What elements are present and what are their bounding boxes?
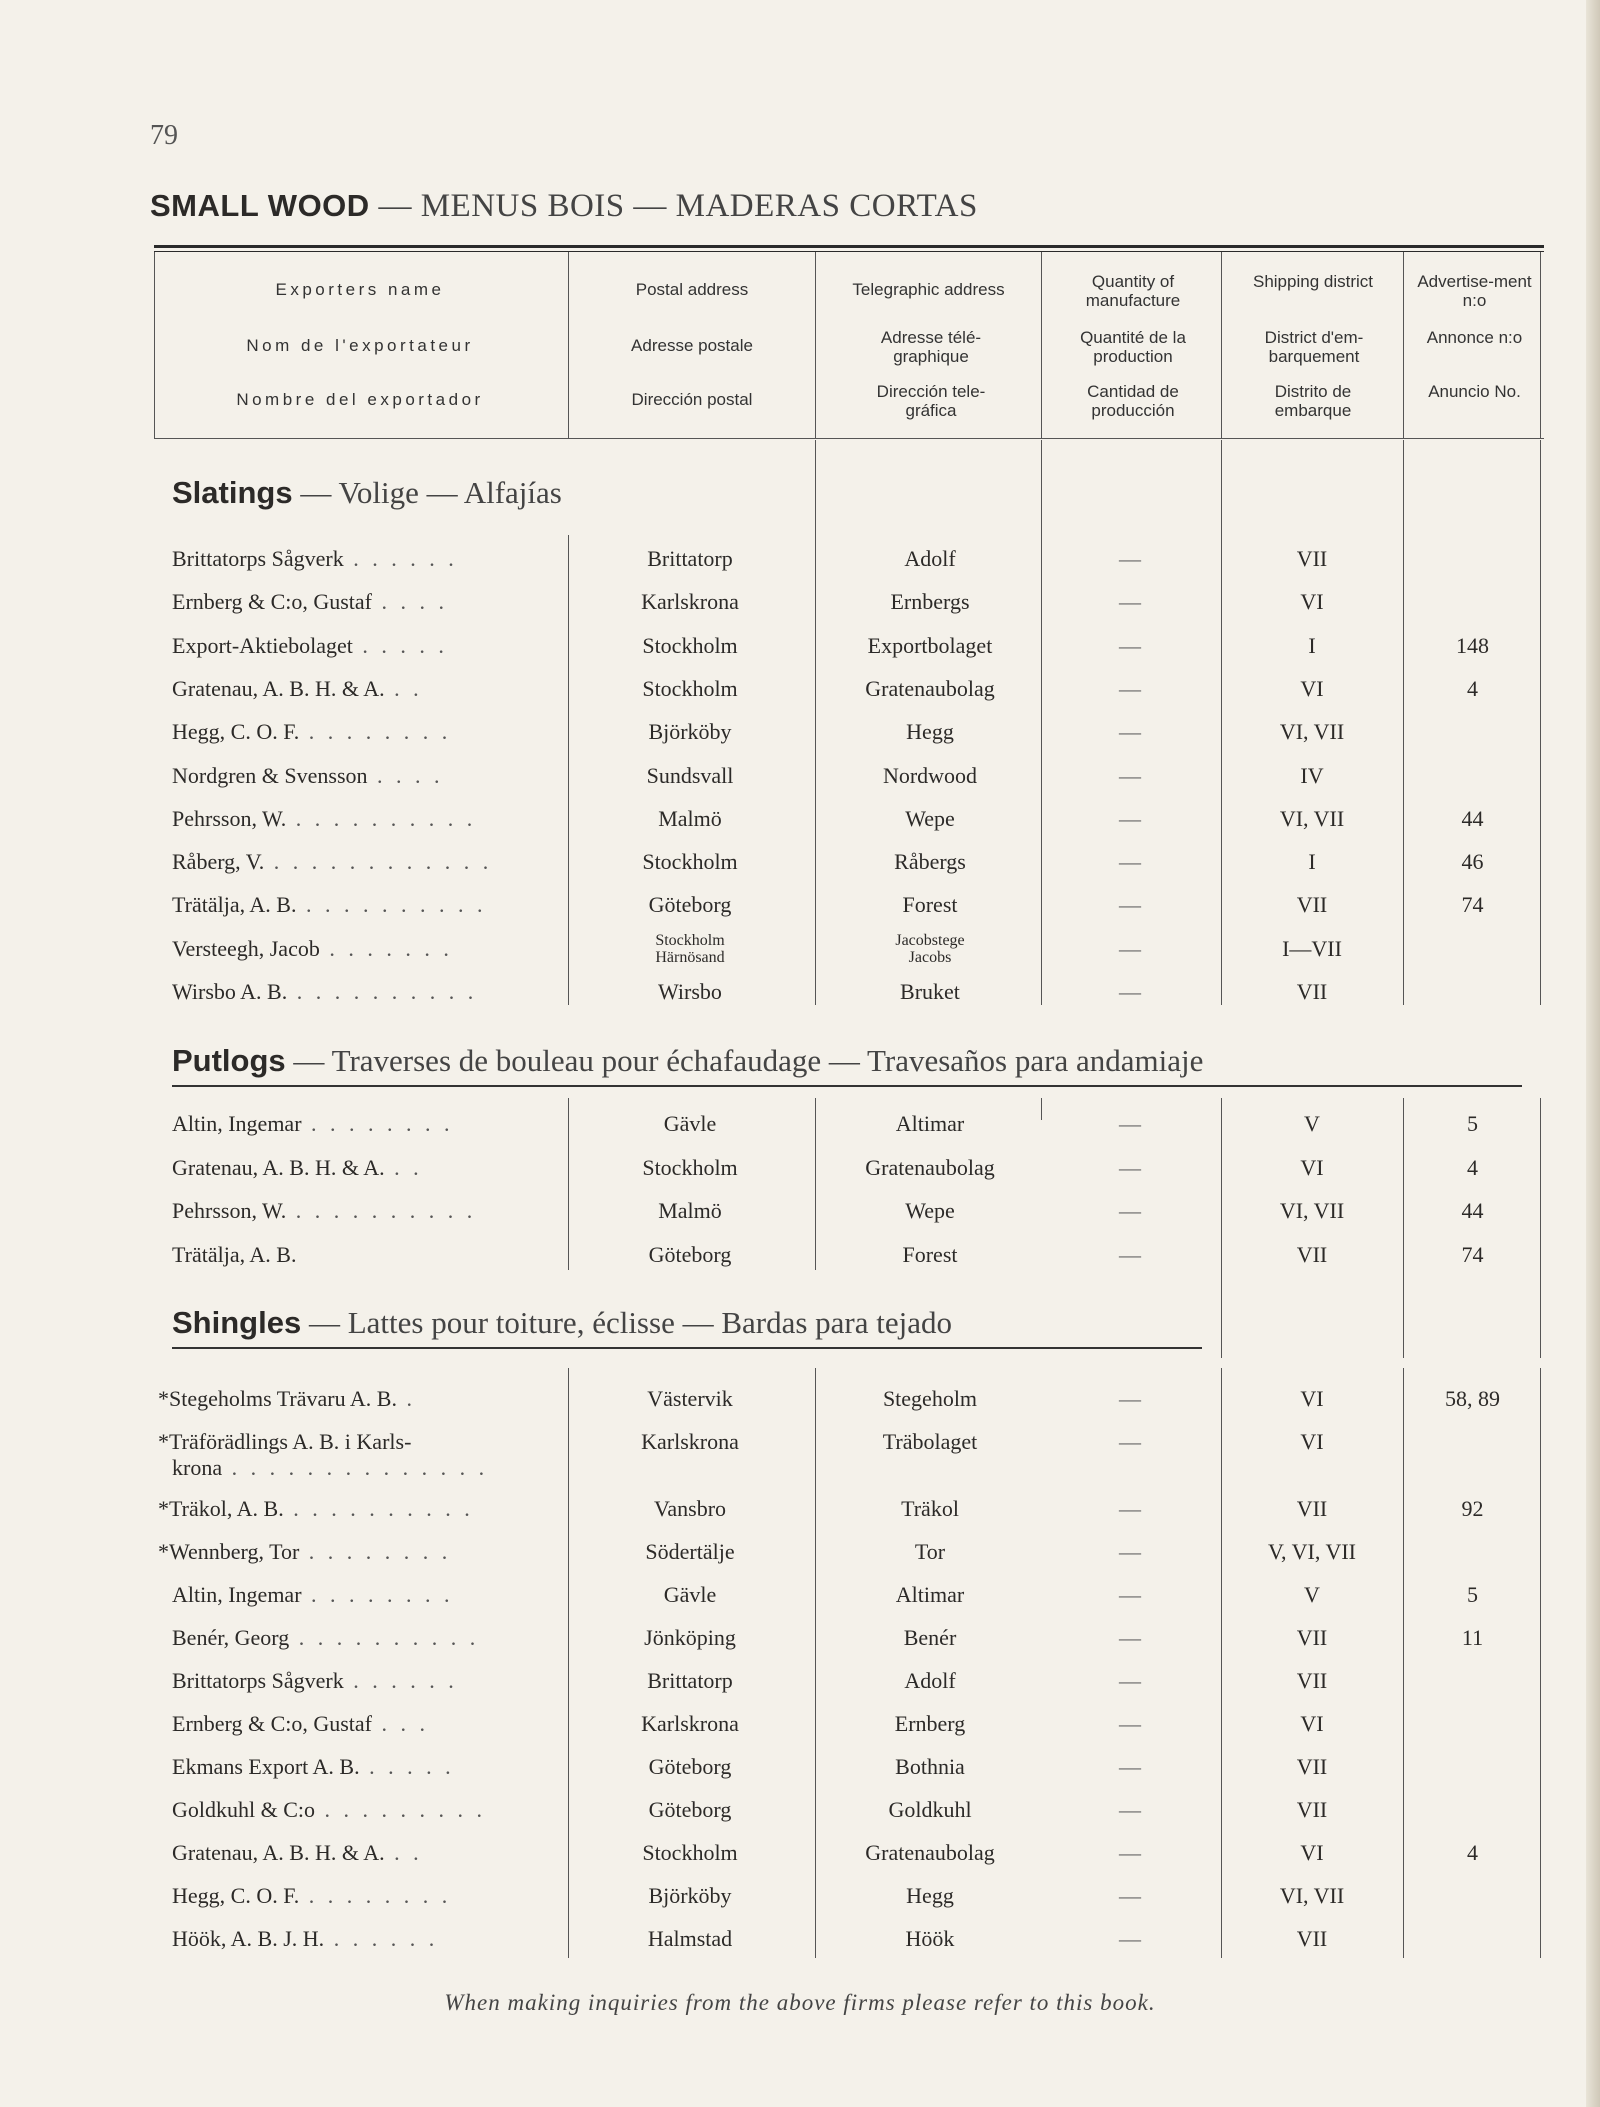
advertisement-number: 4 [1467, 1154, 1478, 1180]
postal-address-2: Härnösand [655, 948, 725, 966]
shipping-district: VII [1296, 1667, 1328, 1693]
header-tele-es: Dirección tele-gráfica [876, 382, 986, 420]
postal-address: Wirsbo [658, 979, 722, 1004]
header-tele-fr: Adresse télé-graphique [880, 328, 982, 366]
table-row [0, 1234, 1600, 1274]
exporter-name-text: Altin, Ingemar [172, 1111, 302, 1136]
leader-dots: . . . . . . . . . . [296, 892, 487, 918]
leader-dots: . . [384, 1839, 423, 1865]
section-title-rest: — Lattes pour toiture, éclisse — Bardas para tejado [301, 1305, 952, 1340]
footer-note: When making inquiries from the above firms please refer to this book. [444, 1990, 1156, 2015]
section-title-bold: Shingles [172, 1305, 302, 1340]
advertisement-number: 11 [1461, 1624, 1484, 1650]
leader-dots: . . . . . . . . . . [289, 1624, 480, 1650]
postal-address: Södertälje [645, 1538, 735, 1564]
quantity: — [1119, 805, 1141, 831]
table-row [0, 711, 1600, 751]
telegraphic-address: Träbolaget [882, 1429, 978, 1454]
quantity: — [1119, 1241, 1141, 1267]
exporter-name [158, 1539, 548, 1565]
advertisement-number: 92 [1461, 1495, 1484, 1521]
page-number: 79 [150, 120, 178, 151]
table-row [0, 928, 1600, 968]
shipping-district: VII [1296, 1624, 1328, 1650]
header-qty-fr: Quantité de la production [1080, 328, 1186, 366]
shipping-district: V [1304, 1581, 1320, 1607]
postal-address: Karlskrona [641, 1429, 739, 1454]
leader-dots: . . . . [372, 589, 449, 615]
section-rule [172, 1085, 1522, 1087]
leader-dots: . . . . . . . . [299, 719, 452, 745]
quantity: — [1119, 1753, 1141, 1779]
postal-address: Brittatorp [647, 546, 733, 571]
shipping-district: VI [1300, 1839, 1324, 1865]
telegraphic-address: Wepe [905, 805, 955, 831]
shipping-district: VII [1296, 1796, 1328, 1822]
shipping-district: I—VII [1282, 935, 1342, 961]
section-title [172, 1305, 952, 1341]
table-row [0, 1617, 1600, 1657]
postal-address: Gävle [663, 1111, 717, 1136]
shipping-district: VI, VII [1279, 719, 1345, 745]
exporter-name [172, 1797, 562, 1823]
exporter-name [172, 1155, 562, 1181]
section-title-rest: — Traverses de bouleau pour échafaudage — Travesaños para andamiaje [285, 1043, 1204, 1078]
exporter-name-text: Brittatorps Sågverk [172, 1667, 344, 1693]
header-exporter-en: Exporters name [275, 280, 445, 299]
postal-address: Jönköping [644, 1624, 736, 1650]
header-ship-fr: District d'em-barquement [1264, 328, 1364, 366]
quantity: — [1119, 1386, 1141, 1411]
shipping-district: VI [1300, 675, 1324, 701]
table-row [0, 884, 1600, 924]
exporter-name-text: Trätälja, A. B. [172, 892, 297, 918]
header-ship-en: Shipping district [1252, 272, 1373, 291]
shipping-district: VII [1296, 546, 1328, 571]
advertisement-number: 58, 89 [1445, 1386, 1500, 1411]
leader-dots: . . . . . . . . . . . . . . [222, 1455, 489, 1480]
shipping-district: VII [1296, 1925, 1328, 1951]
shipping-district: V [1304, 1111, 1320, 1136]
exporter-name-text: Gratenau, A. B. H. & A. [172, 1839, 385, 1865]
section-title [172, 475, 562, 511]
col-divider [1540, 252, 1541, 438]
header-qty-en: Quantity of manufacture [1085, 272, 1181, 310]
quantity: — [1119, 1581, 1141, 1607]
header-tele-en: Telegraphic address [852, 280, 1005, 299]
telegraphic-address: Gratenaubolag [865, 1839, 995, 1865]
telegraphic-address: Exportbolaget [867, 632, 993, 658]
exporter-name-text: Benér, Georg [172, 1624, 290, 1650]
postal-address: Brittatorp [647, 1667, 733, 1693]
postal-address: Halmstad [647, 1925, 733, 1951]
telegraphic-address [815, 932, 1045, 966]
exporter-name [172, 806, 562, 832]
col-divider [1041, 252, 1042, 438]
shipping-district: VII [1296, 1495, 1328, 1521]
exporter-name-text: Brittatorps Sågverk [172, 546, 344, 571]
postal-address: Stockholm [642, 1154, 738, 1180]
section-title-bold: Putlogs [172, 1043, 286, 1078]
leader-dots: . . . . . [359, 1753, 455, 1779]
telegraphic-address: Forest [902, 1241, 958, 1267]
postal-address: Björköby [648, 719, 732, 745]
exporter-name-text: Pehrsson, W. [172, 1198, 287, 1223]
postal-address-1: Stockholm [655, 931, 725, 949]
exporter-name-text: Export-Aktiebolaget [172, 632, 353, 658]
quantity: — [1119, 1198, 1141, 1223]
leader-dots: . . . . . . . . . . [286, 1198, 477, 1223]
section-title [172, 1043, 1203, 1079]
postal-address: Stockholm [642, 849, 738, 875]
exporter-name [172, 1711, 562, 1737]
telegraphic-address-1: Jacobstege [895, 931, 965, 949]
postal-address: Gävle [663, 1581, 717, 1607]
title-rest: — MENUS BOIS — MADERAS CORTAS [369, 188, 978, 224]
postal-address: Stockholm [642, 1839, 738, 1865]
exporter-name-text: Nordgren & Svensson [172, 762, 368, 788]
telegraphic-address: Gratenaubolag [865, 675, 995, 701]
header-exporter-es: Nombre del exportador [236, 390, 484, 409]
leader-dots: . . . . . . . . . . [286, 805, 477, 831]
postal-address: Björköby [648, 1882, 732, 1908]
quantity: — [1119, 1839, 1141, 1865]
header-postal-en: Postal address [635, 280, 749, 299]
leader-dots: . . . . . . . . . [315, 1796, 487, 1822]
header-adv-es: Anuncio No. [1428, 382, 1521, 401]
section-rule [172, 1347, 1202, 1349]
telegraphic-address: Ernbergs [890, 589, 970, 615]
header-rule [154, 438, 1544, 439]
telegraphic-address: Stegeholm [882, 1386, 978, 1411]
exporter-name-text: Wirsbo A. B. [172, 979, 288, 1004]
exporter-name-text: *Träkol, A. B. [158, 1495, 284, 1521]
telegraphic-address: Gratenaubolag [865, 1154, 995, 1180]
shipping-district: VI [1300, 589, 1324, 615]
telegraphic-address: Träkol [901, 1495, 959, 1521]
advertisement-number: 44 [1461, 805, 1484, 831]
telegraphic-address: Hegg [906, 1882, 954, 1908]
exporter-name [172, 1668, 562, 1694]
leader-dots: . . . . . . . . [299, 1538, 452, 1564]
postal-address: Göteborg [648, 892, 732, 918]
exporter-name-text: Höök, A. B. J. H. [172, 1925, 325, 1951]
shipping-district: IV [1300, 762, 1324, 788]
leader-dots: . . [384, 675, 423, 701]
exporter-name-text: Trätälja, A. B. [172, 1241, 297, 1267]
quantity: — [1119, 1111, 1141, 1136]
exporter-name [172, 633, 562, 659]
exporter-name [172, 1625, 562, 1651]
quantity: — [1119, 589, 1141, 615]
telegraphic-address: Adolf [904, 546, 956, 571]
postal-address: Stockholm [642, 632, 738, 658]
exporter-name-text: Råberg, V. [172, 849, 265, 875]
exporter-name-text: Hegg, C. O. F. [172, 1882, 300, 1908]
telegraphic-address: Altimar [895, 1581, 965, 1607]
exporter-name [172, 676, 562, 702]
telegraphic-address: Bruket [900, 979, 960, 1004]
table-row [0, 581, 1600, 621]
telegraphic-address: Benér [903, 1624, 957, 1650]
quantity: — [1119, 1796, 1141, 1822]
table-row [0, 1832, 1600, 1872]
postal-address: Malmö [658, 1198, 722, 1223]
telegraphic-address: Tor [914, 1538, 946, 1564]
quantity: — [1119, 1538, 1141, 1564]
table-row [0, 1488, 1600, 1528]
exporter-name-cont: krona [172, 1455, 223, 1480]
header-adv-en: Advertise-ment n:o [1417, 272, 1532, 310]
exporter-name [172, 1926, 562, 1952]
col-divider [154, 252, 155, 438]
shipping-district: VI [1300, 1429, 1324, 1454]
exporter-name [172, 1883, 562, 1909]
exporter-name-text: Goldkuhl & C:o [172, 1796, 316, 1822]
col-divider [568, 252, 569, 438]
telegraphic-address: Adolf [904, 1667, 956, 1693]
exporter-name [172, 589, 562, 615]
table-row [0, 1574, 1600, 1614]
quantity: — [1119, 979, 1141, 1004]
leader-dots: . . [384, 1154, 423, 1180]
shipping-district: I [1308, 849, 1316, 875]
top-rule [154, 245, 1544, 248]
telegraphic-address: Ernberg [894, 1710, 966, 1736]
exporter-name [172, 1242, 562, 1268]
quantity: — [1119, 1429, 1141, 1454]
exporter-name-text: *Wennberg, Tor [158, 1538, 300, 1564]
quantity: — [1119, 1925, 1141, 1951]
exporter-name-text: Ernberg & C:o, Gustaf [172, 589, 373, 615]
header-postal-es: Dirección postal [631, 390, 753, 409]
col-divider [1221, 252, 1222, 438]
advertisement-number: 44 [1461, 1198, 1484, 1223]
shipping-district: VII [1296, 1753, 1328, 1779]
exporter-name [172, 719, 562, 745]
quantity: — [1119, 935, 1141, 961]
exporter-name [172, 936, 562, 962]
exporter-name-text: Versteegh, Jacob [172, 935, 320, 961]
exporter-name-text: Gratenau, A. B. H. & A. [172, 675, 385, 701]
leader-dots: . . . . . . . [319, 935, 453, 961]
advertisement-number: 4 [1467, 1839, 1478, 1865]
postal-address: Göteborg [648, 1753, 732, 1779]
table-row [0, 841, 1600, 881]
table-row [0, 625, 1600, 665]
exporter-name-text: Altin, Ingemar [172, 1581, 302, 1607]
leader-dots: . . . . . [352, 632, 448, 658]
shipping-district: VI, VII [1279, 805, 1345, 831]
shipping-district: VI, VII [1279, 1882, 1345, 1908]
exporter-name [172, 892, 562, 918]
table-row [0, 538, 1600, 578]
leader-dots: . . . . . . . . [299, 1882, 452, 1908]
telegraphic-address: Hegg [906, 719, 954, 745]
exporter-name [172, 979, 562, 1005]
leader-dots: . . . [372, 1710, 430, 1736]
quantity: — [1119, 1495, 1141, 1521]
postal-address: Stockholm [642, 675, 738, 701]
postal-address: Göteborg [648, 1796, 732, 1822]
exporter-name [158, 1386, 548, 1412]
section-title-rest: — Volige — Alfajías [292, 475, 562, 510]
table-row [0, 1531, 1600, 1571]
quantity: — [1119, 546, 1141, 571]
postal-address: Göteborg [648, 1241, 732, 1267]
quantity: — [1119, 1667, 1141, 1693]
leader-dots: . . . . . . . . [301, 1111, 454, 1136]
leader-dots: . . . . . . . . . . [287, 979, 478, 1004]
exporter-name-text: Hegg, C. O. F. [172, 719, 300, 745]
telegraphic-address: Höök [905, 1925, 955, 1951]
table-row [0, 1147, 1600, 1187]
leader-dots: . . . . . . [343, 546, 458, 571]
telegraphic-address: Wepe [905, 1198, 955, 1223]
header-exporter-fr: Nom de l'exportateur [246, 336, 474, 355]
advertisement-number: 74 [1461, 892, 1484, 918]
leader-dots: . . . . [367, 762, 444, 788]
exporter-name [172, 763, 562, 789]
advertisement-number: 4 [1467, 675, 1478, 701]
table-row [0, 668, 1600, 708]
quantity: — [1119, 1154, 1141, 1180]
leader-dots: . . . . . . . . . . [283, 1495, 474, 1521]
telegraphic-address: Nordwood [882, 762, 978, 788]
postal-address: Malmö [658, 805, 722, 831]
postal-address: Västervik [647, 1386, 733, 1411]
col-divider [1403, 252, 1404, 438]
title-bold: SMALL WOOD [150, 188, 370, 223]
exporter-name [158, 1496, 548, 1522]
leader-dots: . . . . . . [343, 1667, 458, 1693]
quantity: — [1119, 849, 1141, 875]
table-row [0, 1660, 1600, 1700]
exporter-name-text: Ekmans Export A. B. [172, 1753, 360, 1779]
telegraphic-address: Råbergs [894, 849, 966, 875]
telegraphic-address: Goldkuhl [888, 1796, 972, 1822]
table-row [0, 1746, 1600, 1786]
postal-address: Sundsvall [646, 762, 734, 788]
shipping-district: VII [1296, 1241, 1328, 1267]
exporter-name-text: Pehrsson, W. [172, 805, 287, 831]
exporter-name [172, 1840, 562, 1866]
leader-dots: . . . . . . [324, 1925, 439, 1951]
exporter-name-text: *Stegeholms Trävaru A. B. [158, 1386, 397, 1411]
exporter-name [172, 1754, 562, 1780]
table-row [0, 755, 1600, 795]
quantity: — [1119, 632, 1141, 658]
shipping-district: VI [1300, 1154, 1324, 1180]
header-ship-es: Distrito de embarque [1274, 382, 1352, 420]
exporter-name-text: Gratenau, A. B. H. & A. [172, 1154, 385, 1180]
shipping-district: VII [1296, 979, 1328, 1004]
section-title-bold: Slatings [172, 475, 293, 510]
shipping-district: VI [1300, 1710, 1324, 1736]
shipping-district: V, VI, VII [1267, 1538, 1356, 1564]
shipping-district: I [1308, 632, 1316, 658]
leader-dots: . . . . . . . . [301, 1581, 454, 1607]
quantity: — [1119, 762, 1141, 788]
header-postal-fr: Adresse postale [631, 336, 753, 355]
table-row [0, 1875, 1600, 1915]
quantity: — [1119, 892, 1141, 918]
shipping-district: VII [1296, 892, 1328, 918]
telegraphic-address-2: Jacobs [908, 948, 952, 966]
exporter-name-text: Ernberg & C:o, Gustaf [172, 1710, 373, 1736]
postal-address: Karlskrona [641, 589, 739, 615]
exporter-name [172, 1111, 562, 1137]
telegraphic-address: Forest [902, 892, 958, 918]
quantity: — [1119, 675, 1141, 701]
advertisement-number: 148 [1456, 632, 1489, 658]
advertisement-number: 74 [1461, 1241, 1484, 1267]
header-qty-es: Cantidad de producción [1087, 382, 1179, 420]
telegraphic-address: Altimar [895, 1111, 965, 1136]
table-row [0, 798, 1600, 838]
table-row [0, 1703, 1600, 1743]
col-divider [815, 252, 816, 438]
exporter-name-text: *Träförädlings A. B. i Karls- [158, 1429, 412, 1454]
table-row [0, 1421, 1600, 1480]
table-row [0, 1918, 1600, 1958]
table-row [0, 971, 1600, 1011]
table-row [0, 1190, 1600, 1230]
table-row [0, 1103, 1600, 1143]
table-row [0, 1378, 1600, 1418]
postal-address [570, 932, 810, 966]
exporter-name [172, 1198, 562, 1224]
postal-address: Vansbro [653, 1495, 727, 1521]
quantity: — [1119, 1710, 1141, 1736]
telegraphic-address: Bothnia [895, 1753, 965, 1779]
advertisement-number: 46 [1461, 849, 1484, 875]
exporter-name [158, 1429, 548, 1481]
quantity: — [1119, 719, 1141, 745]
table-row [0, 1789, 1600, 1829]
quantity: — [1119, 1882, 1141, 1908]
top-rule-thin [154, 251, 1544, 252]
shipping-district: VI, VII [1279, 1198, 1345, 1223]
leader-dots: . . . . . . . . . . . . [264, 849, 493, 875]
postal-address: Karlskrona [641, 1710, 739, 1736]
advertisement-number: 5 [1467, 1111, 1478, 1136]
header-adv-fr: Annonce n:o [1426, 328, 1523, 347]
page-title [150, 188, 978, 225]
shipping-district: VI [1300, 1386, 1324, 1411]
exporter-name [172, 849, 562, 875]
exporter-name [172, 546, 562, 572]
exporter-name [172, 1582, 562, 1608]
leader-dots: . [396, 1386, 416, 1411]
advertisement-number: 5 [1467, 1581, 1478, 1607]
quantity: — [1119, 1624, 1141, 1650]
